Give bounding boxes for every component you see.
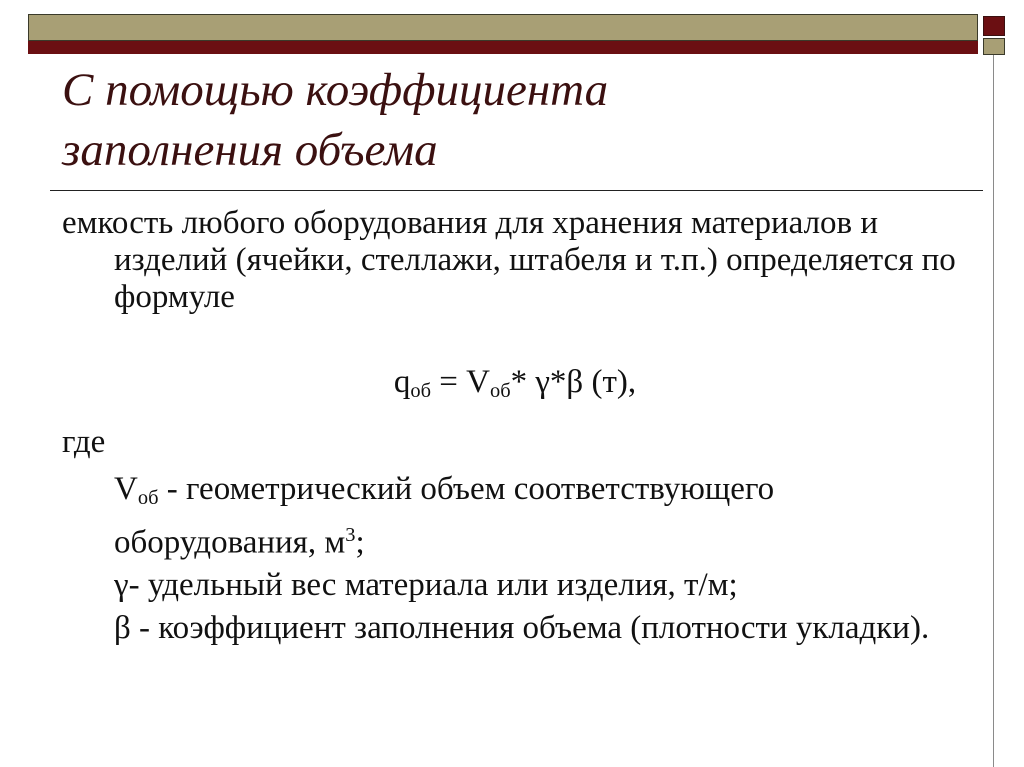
intro-paragraph: емкость любого оборудования для хранения материалов и изделий (ячейки, стеллажи, штабеля и т.п.) определяется по формуле — [62, 205, 956, 315]
slide-body — [62, 205, 962, 647]
formula-q: q — [393, 364, 411, 400]
title-line-1: С помощью коэффициента — [62, 64, 609, 116]
header-maroon-band — [28, 41, 978, 54]
formula — [62, 364, 962, 410]
title-underline — [50, 190, 983, 191]
formula-v: V — [466, 364, 490, 400]
right-vertical-rule — [993, 55, 994, 767]
formula-equals: = — [431, 364, 467, 400]
def-volume-text: - геометрический объем соответствующего оборудования, м — [114, 471, 775, 561]
def-volume-sub: об — [137, 487, 159, 510]
def-volume-end: ; — [355, 524, 365, 561]
title-line-2: заполнения объема — [62, 124, 438, 176]
formula-v-sub: об — [489, 380, 511, 403]
def-volume-symbol: V — [114, 471, 138, 508]
definition-volume — [114, 471, 962, 561]
formula-rest: * γ*β (т), — [510, 364, 637, 400]
def-volume-sup: 3 — [345, 524, 356, 547]
slide-title — [62, 60, 962, 180]
corner-square-olive — [983, 38, 1005, 55]
where-label: где — [62, 424, 106, 461]
formula-q-sub: об — [410, 380, 431, 403]
header-olive-band — [28, 14, 978, 41]
definition-beta: β - коэффициент заполнения объема (плотности укладки). — [114, 610, 930, 647]
header-decoration-bar — [28, 14, 978, 54]
definition-gamma: γ- удельный вес материала или изделия, т/м; — [114, 567, 738, 604]
corner-square-maroon — [983, 16, 1005, 36]
